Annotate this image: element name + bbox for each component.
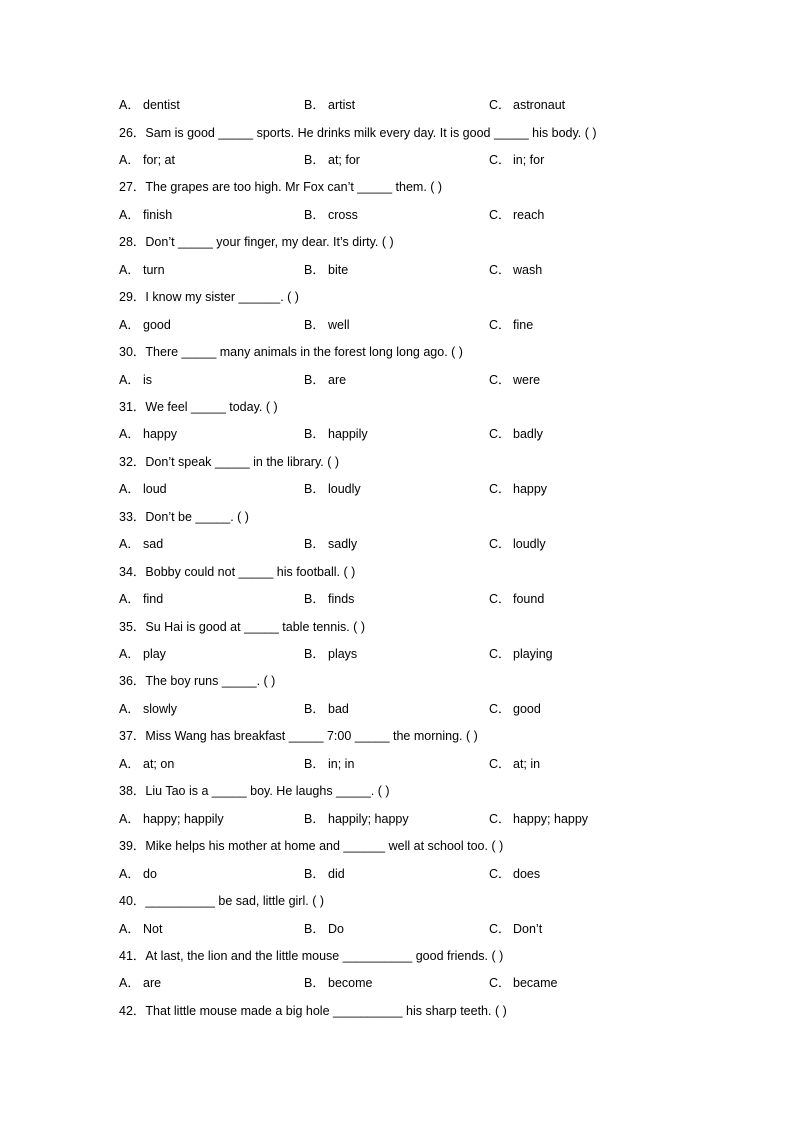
question-text: 33．Don’t be _____. ( ) bbox=[119, 509, 249, 524]
option-text: at; on bbox=[143, 756, 175, 771]
options-row bbox=[0, 370, 794, 390]
option-b bbox=[304, 809, 409, 829]
option-a bbox=[119, 754, 174, 774]
option-c bbox=[489, 699, 541, 719]
option-c bbox=[489, 644, 553, 664]
option-a bbox=[119, 919, 162, 939]
option-b bbox=[304, 534, 357, 554]
option-letter: B． bbox=[304, 262, 325, 277]
question-text: 38．Liu Tao is a _____ boy. He laughs _____. ( ) bbox=[119, 784, 390, 799]
option-a bbox=[119, 424, 177, 444]
question-row bbox=[0, 123, 794, 143]
question-row bbox=[0, 726, 794, 746]
options-row bbox=[0, 919, 794, 939]
option-text: fine bbox=[513, 317, 534, 332]
option-b bbox=[304, 864, 345, 884]
option-letter: A． bbox=[119, 866, 140, 881]
option-text: became bbox=[513, 976, 558, 991]
option-text: finds bbox=[328, 592, 355, 607]
option-letter: C． bbox=[489, 427, 511, 442]
option-text: do bbox=[143, 866, 157, 881]
option-letter: C． bbox=[489, 207, 511, 222]
option-letter: C． bbox=[489, 866, 511, 881]
question-text: 26．Sam is good _____ sports. He drinks milk every day. It is good _____ his body. ( ) bbox=[119, 125, 597, 140]
options-row bbox=[0, 95, 794, 115]
question-text: 42．That little mouse made a big hole __________ his sharp teeth. ( ) bbox=[119, 1003, 507, 1018]
option-text: happy bbox=[513, 482, 548, 497]
option-text: become bbox=[328, 976, 373, 991]
option-letter: A． bbox=[119, 427, 140, 442]
option-c bbox=[489, 754, 540, 774]
question-row bbox=[0, 397, 794, 417]
option-b bbox=[304, 479, 361, 499]
option-b bbox=[304, 973, 372, 993]
question-row bbox=[0, 232, 794, 252]
option-b bbox=[304, 589, 354, 609]
option-c bbox=[489, 315, 533, 335]
option-b bbox=[304, 424, 368, 444]
option-text: find bbox=[143, 592, 164, 607]
option-letter: A． bbox=[119, 207, 140, 222]
option-a bbox=[119, 315, 171, 335]
options-row bbox=[0, 315, 794, 335]
option-text: are bbox=[328, 372, 347, 387]
option-text: astronaut bbox=[513, 98, 566, 112]
option-text: good bbox=[513, 701, 541, 716]
option-text: sad bbox=[143, 537, 164, 552]
option-a bbox=[119, 699, 177, 719]
options-row bbox=[0, 809, 794, 829]
option-c bbox=[489, 919, 542, 939]
option-text: does bbox=[513, 866, 541, 881]
option-letter: A． bbox=[119, 98, 140, 112]
question-text: 27．The grapes are too high. Mr Fox can’t _____ them. ( ) bbox=[119, 180, 443, 195]
question-text: 36．The boy runs _____. ( ) bbox=[119, 674, 276, 689]
option-text: in; for bbox=[513, 152, 545, 167]
option-b bbox=[304, 644, 357, 664]
option-letter: C． bbox=[489, 976, 511, 991]
question-text: 41．At last, the lion and the little mouse __________ good friends. ( ) bbox=[119, 948, 504, 963]
options-row bbox=[0, 150, 794, 170]
options-row bbox=[0, 864, 794, 884]
option-text: happily bbox=[328, 427, 368, 442]
option-text: found bbox=[513, 592, 545, 607]
option-letter: A． bbox=[119, 592, 140, 607]
options-row bbox=[0, 699, 794, 719]
option-a bbox=[119, 150, 175, 170]
question-text: 35．Su Hai is good at _____ table tennis. ( ) bbox=[119, 619, 365, 634]
option-b bbox=[304, 699, 349, 719]
options-row bbox=[0, 205, 794, 225]
option-letter: B． bbox=[304, 647, 325, 661]
option-text: Not bbox=[143, 921, 163, 936]
option-text: Do bbox=[328, 921, 344, 936]
option-c bbox=[489, 973, 557, 993]
option-text: is bbox=[143, 372, 153, 387]
option-letter: C． bbox=[489, 701, 511, 716]
question-text: 32．Don’t speak _____ in the library. ( ) bbox=[119, 454, 340, 469]
option-letter: C． bbox=[489, 811, 511, 826]
question-text: 40．__________ be sad, little girl. ( ) bbox=[119, 894, 324, 908]
option-c bbox=[489, 534, 546, 554]
option-letter: B． bbox=[304, 537, 325, 552]
option-a bbox=[119, 479, 167, 499]
options-row bbox=[0, 479, 794, 499]
option-text: artist bbox=[328, 98, 356, 112]
option-letter: B． bbox=[304, 592, 325, 607]
option-c bbox=[489, 479, 547, 499]
option-text: happy bbox=[143, 427, 178, 442]
question-text: 34．Bobby could not _____ his football. ( ) bbox=[119, 564, 356, 579]
option-text: loudly bbox=[513, 537, 546, 552]
option-text: reach bbox=[513, 207, 545, 222]
option-letter: C． bbox=[489, 756, 511, 771]
question-row bbox=[0, 507, 794, 527]
option-letter: A． bbox=[119, 537, 140, 552]
option-text: turn bbox=[143, 262, 165, 277]
option-text: finish bbox=[143, 207, 173, 222]
option-letter: B． bbox=[304, 701, 325, 716]
option-c bbox=[489, 95, 565, 115]
option-text: at; in bbox=[513, 756, 541, 771]
option-letter: A． bbox=[119, 756, 140, 771]
option-a bbox=[119, 973, 161, 993]
option-text: dentist bbox=[143, 98, 180, 112]
option-b bbox=[304, 919, 344, 939]
option-text: Don’t bbox=[513, 921, 543, 936]
option-b bbox=[304, 370, 346, 390]
option-b bbox=[304, 260, 348, 280]
option-text: at; for bbox=[328, 152, 360, 167]
option-letter: B． bbox=[304, 921, 325, 936]
options-row bbox=[0, 424, 794, 444]
option-letter: A． bbox=[119, 701, 140, 716]
option-b bbox=[304, 95, 355, 115]
option-a bbox=[119, 809, 224, 829]
option-c bbox=[489, 864, 540, 884]
option-letter: A． bbox=[119, 482, 140, 497]
option-text: bad bbox=[328, 701, 349, 716]
option-text: happy; happy bbox=[513, 811, 589, 826]
option-text: happy; happily bbox=[143, 811, 224, 826]
option-a bbox=[119, 864, 157, 884]
options-row bbox=[0, 534, 794, 554]
option-letter: C． bbox=[489, 921, 511, 936]
option-text: in; in bbox=[328, 756, 355, 771]
option-letter: A． bbox=[119, 317, 140, 332]
question-row bbox=[0, 617, 794, 637]
question-text: 30．There _____ many animals in the forest long long ago. ( ) bbox=[119, 345, 463, 359]
option-letter: A． bbox=[119, 976, 140, 991]
option-text: play bbox=[143, 647, 166, 661]
option-letter: A． bbox=[119, 152, 140, 167]
option-letter: C． bbox=[489, 537, 511, 552]
option-letter: C． bbox=[489, 372, 511, 387]
option-b bbox=[304, 205, 358, 225]
option-letter: A． bbox=[119, 647, 140, 661]
question-row bbox=[0, 287, 794, 307]
option-text: slowly bbox=[143, 701, 178, 716]
question-row bbox=[0, 177, 794, 197]
option-c bbox=[489, 150, 544, 170]
option-text: good bbox=[143, 317, 171, 332]
option-letter: B． bbox=[304, 811, 325, 826]
option-text: for; at bbox=[143, 152, 175, 167]
option-a bbox=[119, 644, 166, 664]
question-row bbox=[0, 342, 794, 362]
question-row bbox=[0, 946, 794, 966]
question-row bbox=[0, 781, 794, 801]
question-text: 31．We feel _____ today. ( ) bbox=[119, 399, 278, 414]
option-c bbox=[489, 370, 540, 390]
option-letter: B． bbox=[304, 427, 325, 442]
option-letter: B． bbox=[304, 98, 325, 112]
option-letter: B． bbox=[304, 372, 325, 387]
options-row bbox=[0, 754, 794, 774]
option-text: happily; happy bbox=[328, 811, 409, 826]
option-c bbox=[489, 809, 588, 829]
option-letter: C． bbox=[489, 647, 511, 661]
option-letter: B． bbox=[304, 207, 325, 222]
option-c bbox=[489, 260, 542, 280]
option-letter: B． bbox=[304, 756, 325, 771]
option-c bbox=[489, 205, 544, 225]
options-row bbox=[0, 260, 794, 280]
option-a bbox=[119, 589, 163, 609]
option-letter: C． bbox=[489, 482, 511, 497]
option-text: playing bbox=[513, 647, 553, 661]
option-a bbox=[119, 260, 165, 280]
option-text: badly bbox=[513, 427, 543, 442]
question-text: 39．Mike helps his mother at home and ______ well at school too. ( ) bbox=[119, 839, 504, 854]
question-row bbox=[0, 1001, 794, 1021]
option-letter: A． bbox=[119, 921, 140, 936]
question-row bbox=[0, 671, 794, 691]
option-text: sadly bbox=[328, 537, 358, 552]
question-text: 37．Miss Wang has breakfast _____ 7:00 _____ the morning. ( ) bbox=[119, 729, 478, 744]
option-letter: B． bbox=[304, 317, 325, 332]
option-a bbox=[119, 534, 163, 554]
option-letter: A． bbox=[119, 811, 140, 826]
option-letter: C． bbox=[489, 317, 511, 332]
question-text: 29．I know my sister ______. ( ) bbox=[119, 290, 299, 305]
option-a bbox=[119, 205, 172, 225]
option-text: are bbox=[143, 976, 162, 991]
option-letter: A． bbox=[119, 262, 140, 277]
option-b bbox=[304, 754, 354, 774]
question-row bbox=[0, 562, 794, 582]
question-row bbox=[0, 836, 794, 856]
option-letter: C． bbox=[489, 152, 511, 167]
question-text: 28．Don’t _____ your finger, my dear. It’s dirty. ( ) bbox=[119, 235, 394, 250]
option-letter: C． bbox=[489, 262, 511, 277]
question-row bbox=[0, 452, 794, 472]
options-row bbox=[0, 973, 794, 993]
option-text: well bbox=[328, 317, 350, 332]
option-letter: B． bbox=[304, 482, 325, 497]
option-letter: C． bbox=[489, 592, 511, 607]
option-text: loud bbox=[143, 482, 167, 497]
option-text: wash bbox=[513, 262, 543, 277]
option-text: loudly bbox=[328, 482, 361, 497]
option-letter: B． bbox=[304, 976, 325, 991]
option-letter: A． bbox=[119, 372, 140, 387]
option-c bbox=[489, 424, 543, 444]
option-letter: B． bbox=[304, 866, 325, 881]
option-text: plays bbox=[328, 647, 358, 661]
option-c bbox=[489, 589, 544, 609]
options-row bbox=[0, 589, 794, 609]
option-letter: B． bbox=[304, 152, 325, 167]
option-text: were bbox=[513, 372, 541, 387]
option-letter: C． bbox=[489, 98, 511, 112]
option-b bbox=[304, 150, 360, 170]
option-text: cross bbox=[328, 207, 358, 222]
option-text: did bbox=[328, 866, 345, 881]
options-row bbox=[0, 644, 794, 664]
option-a bbox=[119, 95, 180, 115]
option-a bbox=[119, 370, 152, 390]
option-b bbox=[304, 315, 350, 335]
question-row bbox=[0, 891, 794, 911]
option-text: bite bbox=[328, 262, 349, 277]
